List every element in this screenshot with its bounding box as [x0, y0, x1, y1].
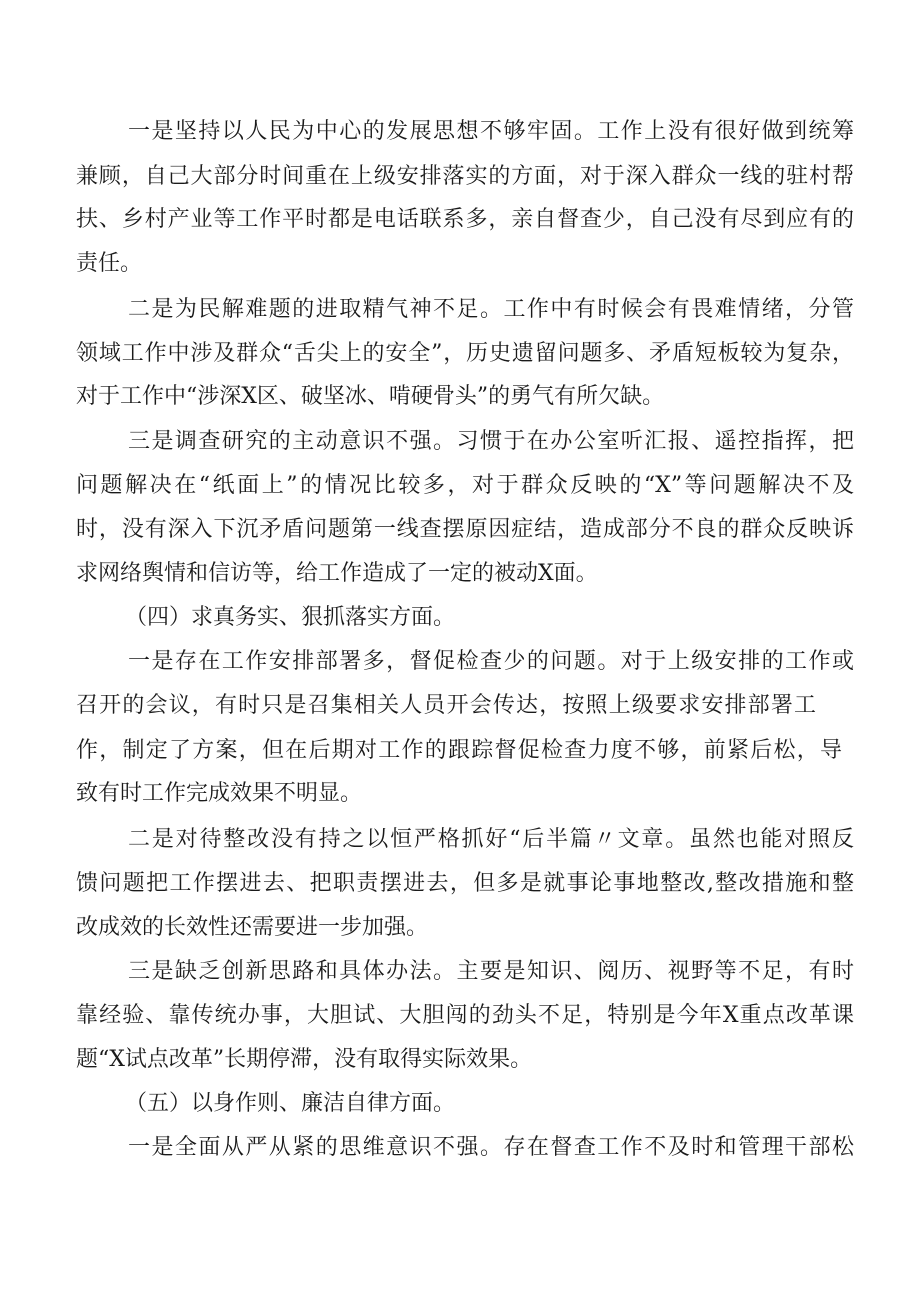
text-line: 二是对待整改没有持之以恒严格抓好“后半篇〃文章。虽然也能对照反	[128, 827, 854, 852]
text-line: 兼顾，自己大部分时间重在上级安排落实的方面，对于深入群众一线的驻村帮	[76, 164, 854, 189]
text-line: 三是调查研究的主动意识不强。习惯于在办公室听汇报、遥控指挥，把	[128, 429, 854, 454]
section-heading: （四）求真务实、狠抓落实方面。	[125, 605, 456, 630]
text-line: 一是全面从严从紧的思维意识不强。存在督查工作不及时和管理干部松	[128, 1135, 854, 1160]
text-line: 问题解决在“纸面上”的情况比较多，对于群众反映的“X”等问题解决不及	[76, 473, 854, 498]
text-line: 一是存在工作安排部署多，督促检查少的问题。对于上级安排的工作或	[128, 649, 854, 674]
text-line: 馈问题把工作摆进去、把职责摆进去，但多是就事论事地整改,整改措施和整	[76, 871, 854, 896]
text-line: 改成效的长效性还需要进一步加强。	[76, 915, 429, 940]
text-line: 求网络舆情和信访等，给工作造成了一定的被动X面。	[76, 561, 598, 586]
text-line: 对于工作中“涉深X区、破坚冰、啃硬骨头”的勇气有所欠缺。	[76, 384, 665, 409]
text-line: 一是坚持以人民为中心的发展思想不够牢固。工作上没有很好做到统筹	[128, 119, 854, 144]
text-line: 致有时工作完成效果不明显。	[76, 781, 363, 806]
text-line: 领域工作中涉及群众“舌尖上的安全”，历史遗留问题多、矛盾短板较为复杂，	[76, 341, 854, 366]
text-line: 责任。	[76, 251, 143, 276]
text-line: 召开的会议，有时只是召集相关人员开会传达，按照上级要求安排部署工	[76, 693, 816, 718]
text-line: 题“X试点改革”长期停滞，没有取得实际效果。	[76, 1047, 533, 1072]
text-line: 三是缺乏创新思路和具体办法。主要是知识、阅历、视野等不足，有时	[128, 959, 854, 984]
section-heading: （五）以身作则、廉洁自律方面。	[125, 1091, 456, 1116]
text-line: 时，没有深入下沉矛盾问题第一线查摆原因症结，造成部分不良的群众反映诉	[76, 517, 854, 542]
text-line: 扶、乡村产业等工作平时都是电话联系多，亲自督查少，自己没有尽到应有的	[76, 207, 854, 232]
text-line: 作，制定了方案，但在后期对工作的跟踪督促检查力度不够，前紧后松，导	[76, 738, 842, 763]
text-line: 二是为民解难题的进取精气神不足。工作中有时候会有畏难情绪，分管	[128, 297, 854, 322]
text-line: 靠经验、靠传统办事，大胆试、大胆闯的劲头不足，特别是今年X重点改革课	[76, 1003, 854, 1028]
